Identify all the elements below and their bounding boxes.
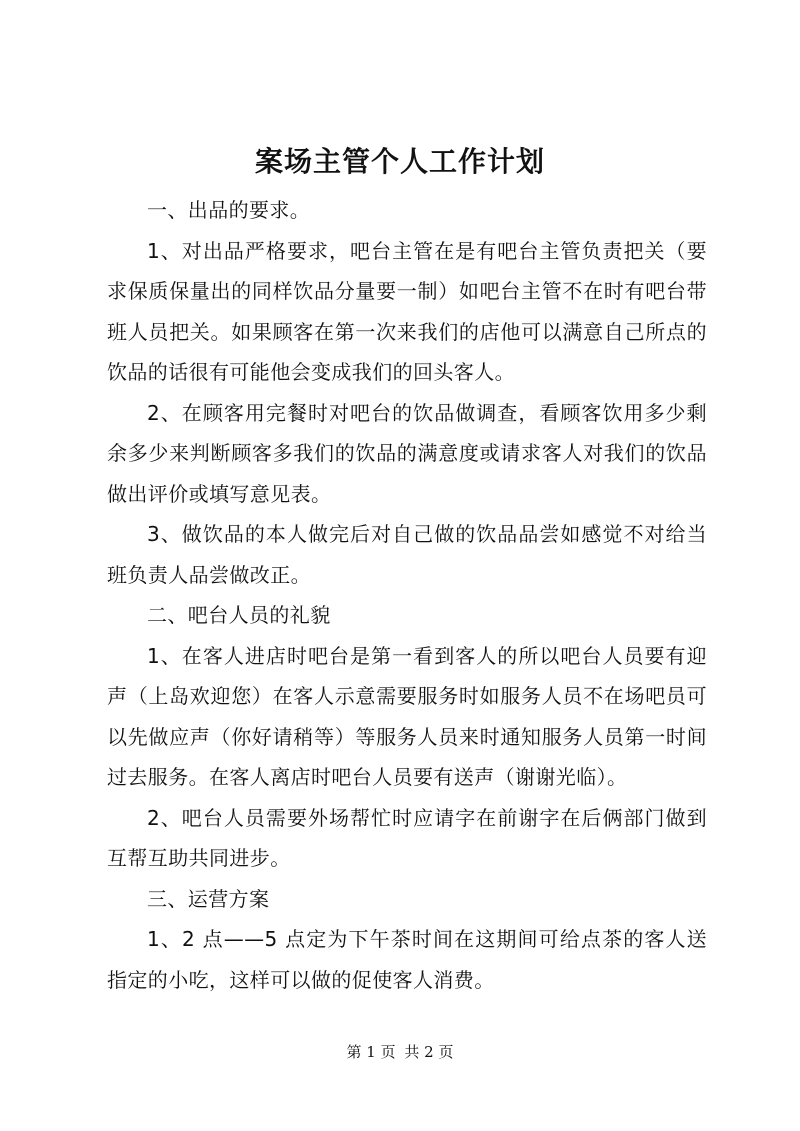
paragraph-afternoon-tea: 1、2 点——5 点定为下午茶时间在这期间可给点茶的客人送指定的小吃，这样可以做的促使客人消费。	[107, 927, 707, 992]
page-footer	[0, 1042, 800, 1062]
section-heading-bar-etiquette: 二、吧台人员的礼貌	[147, 603, 331, 627]
paragraph-greeting: 1、在客人进店时吧台是第一看到客人的所以吧台人员要有迎声（上岛欢迎您）在客人示意需要服务时如服务人员不在场吧员可以先做应声（你好请稍等）等服务人员来时通知服务人员第一时间过去服务。在客人离店时吧台人员要有送声（谢谢光临）。	[107, 643, 707, 789]
page-number: 第 1 页	[346, 1043, 396, 1061]
paragraph-self-tasting: 3、做饮品的本人做完后对自己做的饮品品尝如感觉不对给当班负责人品尝做改正。	[107, 522, 707, 587]
document-title: 案场主管个人工作计划	[254, 145, 545, 178]
paragraph-output-strict: 1、对出品严格要求，吧台主管在是有吧台主管负责把关（要求保质保量出的同样饮品分量要一制）如吧台主管不在时有吧台带班人员把关。如果顾客在第一次来我们的店他可以满意自己所点的饮品的话很有可能他会变成我们的回头客人。	[107, 238, 707, 384]
paragraph-mutual-help: 2、吧台人员需要外场帮忙时应请字在前谢字在后俩部门做到互帮互助共同进步。	[107, 805, 707, 870]
section-heading-operation-plan: 三、运营方案	[147, 886, 270, 911]
document-body	[107, 190, 707, 1000]
page-total: 共 2 页	[404, 1043, 454, 1061]
section-heading-output-requirements: 一、出品的要求。	[147, 198, 311, 222]
paragraph-customer-survey: 2、在顾客用完餐时对吧台的饮品做调查，看顾客饮用多少剩余多少来判断顾客多我们的饮品的满意度或请求客人对我们的饮品做出评价或填写意见表。	[107, 400, 707, 506]
